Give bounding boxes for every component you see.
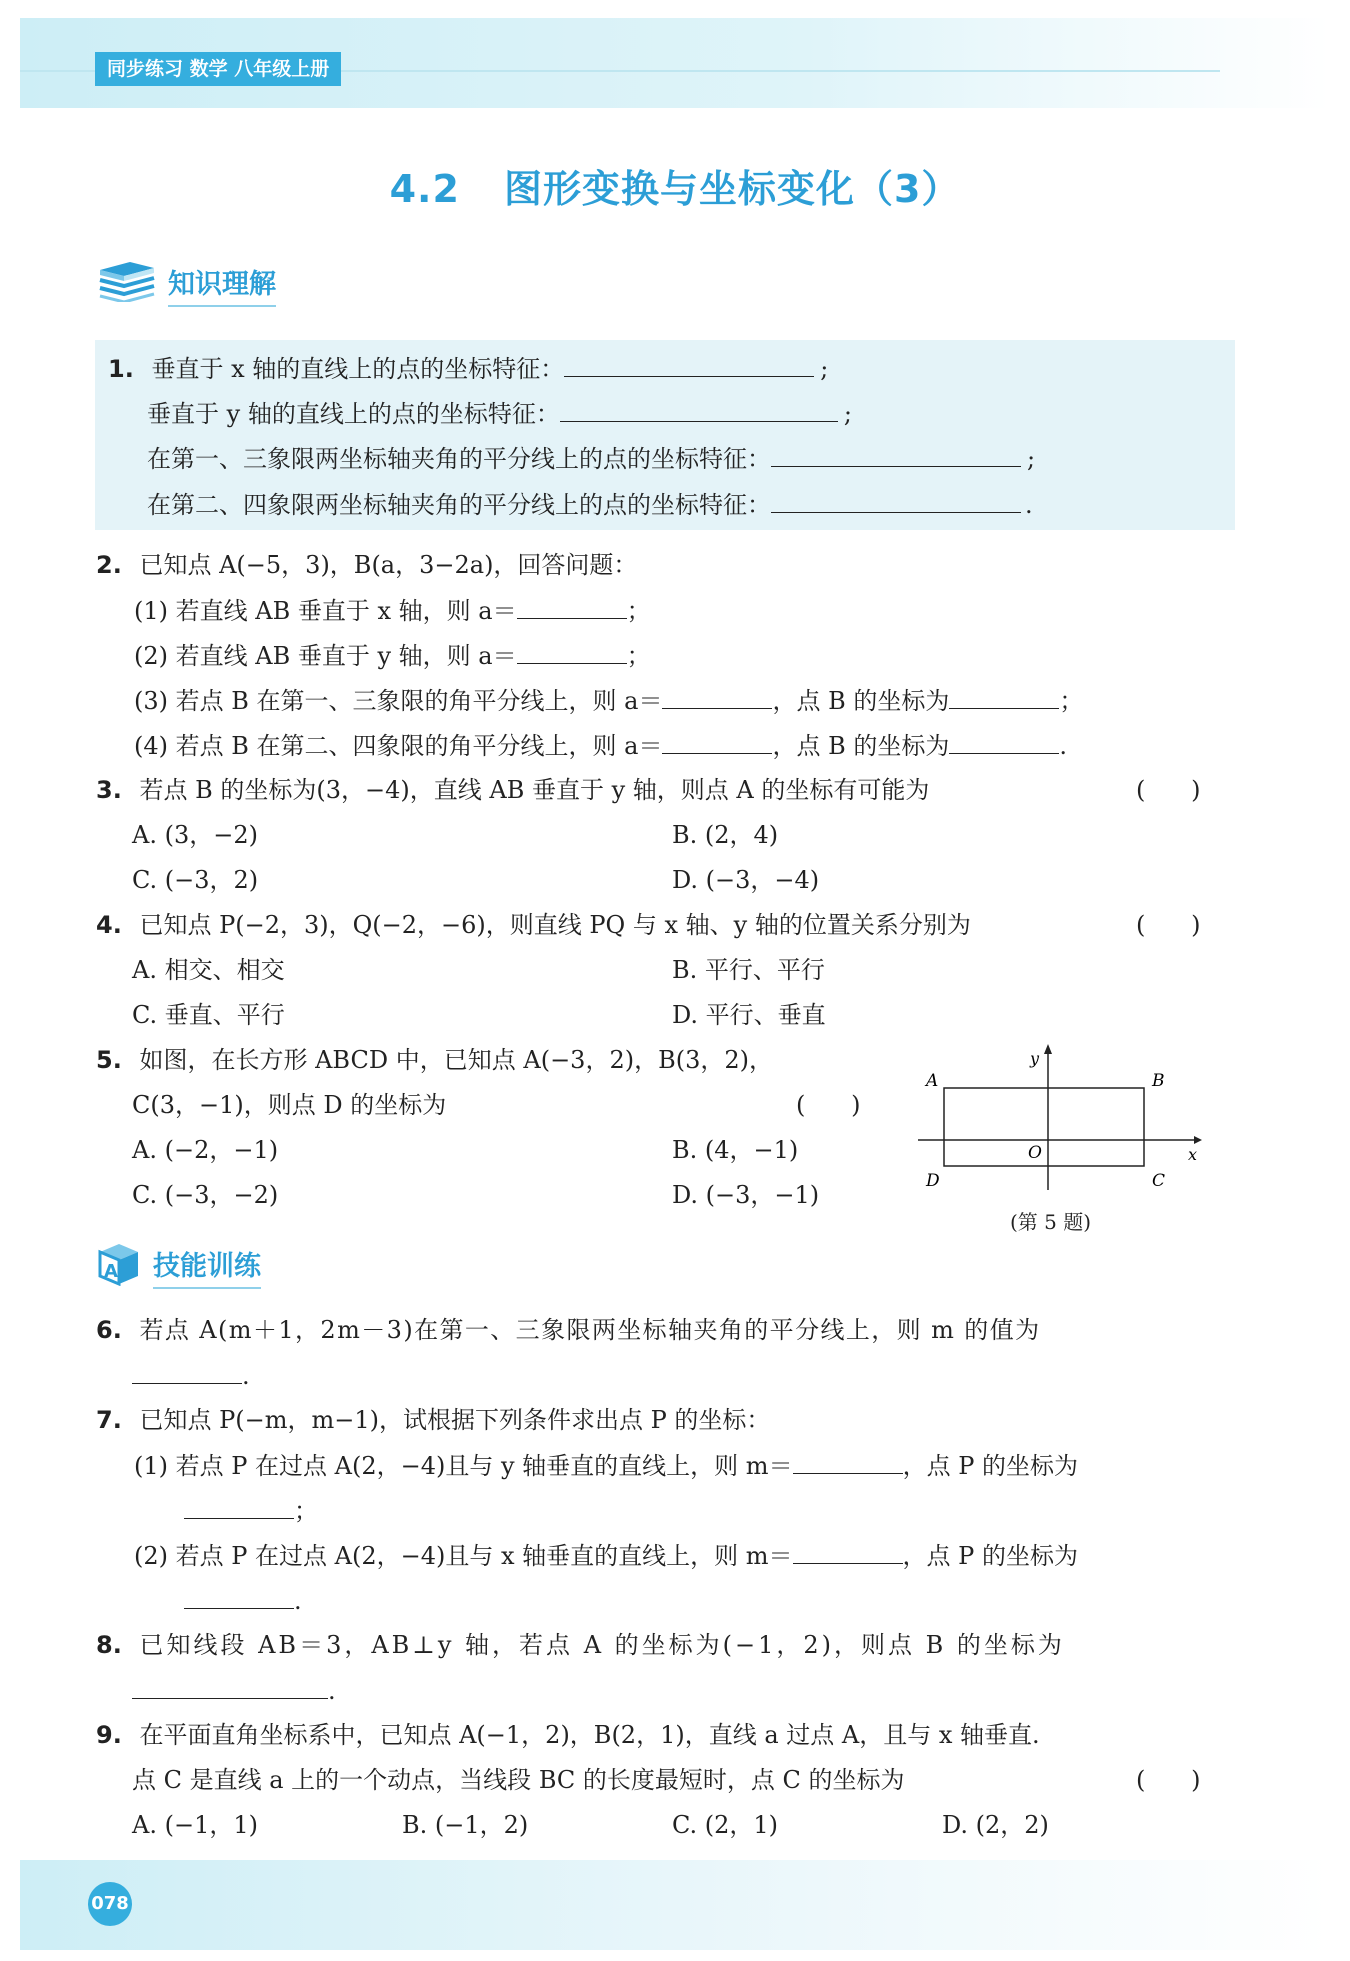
section-heading-skill-text: 技能训练 [153,1251,261,1282]
q3-option-b[interactable]: B. (2，4) [672,821,779,849]
q6-stem-text: 若点 A(m＋1，2m－3)在第一、三象限两坐标轴夹角的平分线上，则 m 的值为 [139,1316,1041,1344]
q1-number: 1. [108,355,134,383]
q7-part-2-blank-b[interactable] [184,1584,294,1609]
label-d: D [926,1171,940,1191]
q7-part-1-cont [184,1494,318,1527]
q7-part-1-mid: ，点 P 的坐标为 [902,1452,1078,1480]
q7-part-2-cont [184,1584,302,1617]
q9-option-c[interactable]: C. (2，1) [672,1811,779,1839]
q2-part-4-blank-a[interactable] [662,729,772,754]
q7-number: 7. [96,1406,122,1434]
q4-number: 4. [96,911,122,939]
q4-stem-text: 已知点 P(−2，3)，Q(−2，−6)，则直线 PQ 与 x 轴、y 轴的位置关系分别为 [139,911,971,939]
q3-option-d[interactable]: D. (−3，−4) [672,866,820,894]
q6-answer-line [132,1359,250,1392]
q4-answer-paren[interactable]: ( ) [1136,911,1201,939]
q8-stem [96,1629,1065,1661]
q2-part-2 [134,639,651,672]
q6-stem [96,1314,1041,1346]
q6-number: 6. [96,1316,122,1344]
footer-band [20,1860,1330,1950]
q1-text-1: 垂直于 x 轴的直线上的点的坐标特征： [151,355,565,383]
q7-part-1-blank-b[interactable] [184,1494,294,1519]
q9-option-a[interactable]: A. (−1，1) [132,1811,258,1839]
q2-part-2-text: (2) 若直线 AB 垂直于 y 轴，则 a＝ [134,642,517,670]
q2-part-2-blank[interactable] [517,639,627,664]
q2-stem-text: 已知点 A(−5，3)，B(a，3−2a)，回答问题： [139,551,638,579]
q3-answer-paren[interactable]: ( ) [1136,776,1201,804]
q5-answer-paren[interactable]: ( ) [796,1091,861,1119]
q2-part-3-end: ； [1059,687,1084,715]
q7-stem [96,1404,770,1436]
q1-blank-1[interactable] [564,352,814,377]
label-origin: O [1028,1143,1042,1163]
q8-number: 8. [96,1631,122,1659]
q4-option-d[interactable]: D. 平行、垂直 [672,1001,826,1029]
q9-number: 9. [96,1721,122,1749]
q5-figure-caption: (第 5 题) [1010,1210,1092,1234]
q2-part-1 [134,594,651,627]
section-heading-knowledge [168,262,276,301]
x-axis-arrow-icon [1194,1136,1202,1144]
label-y-axis: y [1030,1049,1040,1068]
svg-text:A: A [104,1261,118,1282]
q9-option-d[interactable]: D. (2，2) [942,1811,1049,1839]
q1-text-2: 垂直于 y 轴的直线上的点的坐标特征： [147,400,560,428]
section-heading-skill [153,1244,261,1283]
q3-stem [96,774,929,806]
rectangle-abcd [944,1088,1144,1166]
label-a: A [926,1071,939,1091]
q7-part-2-mid: ，点 P 的坐标为 [902,1542,1078,1570]
q5-coordinate-figure [912,1040,1204,1200]
q9-stem-1 [96,1719,1040,1751]
q5-stem-2: C(3，−1)，则点 D 的坐标为 [132,1091,447,1119]
q8-answer-line [132,1674,336,1707]
q1-blank-4[interactable] [771,488,1021,513]
q2-part-4-text: (4) 若点 B 在第二、四象限的角平分线上，则 a＝ [134,732,663,760]
q8-end: . [328,1677,336,1705]
title-text: 图形变换与坐标变化（3） [503,167,961,211]
q3-option-c[interactable]: C. (−3，2) [132,866,259,894]
q5-stem-1-text: 如图，在长方形 ABCD 中，已知点 A(−3，2)，B(3，2)， [139,1046,773,1074]
q7-part-1 [134,1449,1078,1482]
q7-part-2 [134,1539,1078,1572]
title-number: 4.2 [389,167,460,211]
q2-number: 2. [96,551,122,579]
q3-option-a[interactable]: A. (3，−2) [132,821,258,849]
q2-part-1-blank[interactable] [517,594,627,619]
q1-line-3 [147,442,1035,475]
q1-line-2 [147,397,852,430]
q2-part-4-end: . [1059,732,1068,760]
header-tag: 同步练习 数学 八年级上册 [95,52,341,86]
q3-stem-text: 若点 B 的坐标为(3，−4)，直线 AB 垂直于 y 轴，则点 A 的坐标有可能为 [139,776,930,804]
q2-part-1-text: (1) 若直线 AB 垂直于 x 轴，则 a＝ [134,597,517,625]
q3-number: 3. [96,776,122,804]
q4-stem [96,909,971,941]
q5-option-c[interactable]: C. (−3，−2) [132,1181,279,1209]
q2-part-3-blank-a[interactable] [662,684,772,709]
q5-number: 5. [96,1046,122,1074]
q9-answer-paren[interactable]: ( ) [1136,1766,1201,1794]
q1-blank-3[interactable] [771,442,1021,467]
q7-part-2-blank-a[interactable] [793,1539,903,1564]
q8-blank[interactable] [132,1674,328,1699]
q1-end-4: . [1025,491,1033,519]
q1-text-3: 在第一、三象限两坐标轴夹角的平分线上的点的坐标特征： [147,445,771,473]
q9-stem-1-text: 在平面直角坐标系中，已知点 A(−1，2)，B(2，1)，直线 a 过点 A，且与 x 轴垂直. [139,1721,1040,1749]
page-number: 078 [88,1882,132,1926]
q2-part-2-end: ； [626,642,651,670]
label-c: C [1152,1171,1166,1191]
q2-stem [96,549,637,581]
q1-blank-2[interactable] [560,397,838,422]
q2-part-1-end: ； [626,597,651,625]
q1-end-2: ; [843,400,852,428]
q1-end-3: ; [1027,445,1036,473]
cube-icon [96,1240,142,1286]
q9-option-b[interactable]: B. (−1，2) [402,1811,529,1839]
q2-part-4 [134,729,1067,762]
q6-end: . [242,1362,250,1390]
q2-part-3-blank-b[interactable] [949,684,1059,709]
q1-end-1: ; [820,355,829,383]
q5-option-d[interactable]: D. (−3，−1) [672,1181,820,1209]
label-x-axis: x [1188,1145,1198,1164]
label-b: B [1152,1071,1165,1091]
q2-part-3 [134,684,1083,717]
q7-part-2-text: (2) 若点 P 在过点 A(2，−4)且与 x 轴垂直的直线上，则 m＝ [134,1542,793,1570]
q7-stem-text: 已知点 P(−m，m−1)，试根据下列条件求出点 P 的坐标： [139,1406,771,1434]
q8-stem-text: 已知线段 AB＝3，AB⊥y 轴，若点 A 的坐标为(−1，2)，则点 B 的坐标为 [139,1631,1065,1659]
q2-part-3-mid: ，点 B 的坐标为 [772,687,950,715]
q4-option-a[interactable]: A. 相交、相交 [132,956,285,984]
q2-part-3-text: (3) 若点 B 在第一、三象限的角平分线上，则 a＝ [134,687,663,715]
q7-part-2-end: . [294,1587,302,1615]
section-heading-knowledge-text: 知识理解 [168,269,276,300]
q1-text-4: 在第二、四象限两坐标轴夹角的平分线上的点的坐标特征： [147,491,771,519]
q1-line-1 [108,352,828,385]
q7-part-1-blank-a[interactable] [793,1449,903,1474]
q5-stem-1 [96,1044,773,1076]
q4-option-b[interactable]: B. 平行、平行 [672,956,825,984]
y-axis-arrow-icon [1044,1044,1052,1054]
q9-stem-2: 点 C 是直线 a 上的一个动点，当线段 BC 的长度最短时，点 C 的坐标为 [132,1766,905,1794]
q1-line-4 [147,488,1033,521]
q7-part-1-end: ； [294,1497,318,1525]
q4-option-c[interactable]: C. 垂直、平行 [132,1001,285,1029]
page-title [0,158,1350,213]
q2-part-4-mid: ，点 B 的坐标为 [772,732,950,760]
q6-blank[interactable] [132,1359,242,1384]
q5-option-b[interactable]: B. (4，−1) [672,1136,799,1164]
book-stack-icon [96,256,158,302]
q2-part-4-blank-b[interactable] [949,729,1059,754]
q5-option-a[interactable]: A. (−2，−1) [132,1136,279,1164]
q7-part-1-text: (1) 若点 P 在过点 A(2，−4)且与 y 轴垂直的直线上，则 m＝ [134,1452,793,1480]
